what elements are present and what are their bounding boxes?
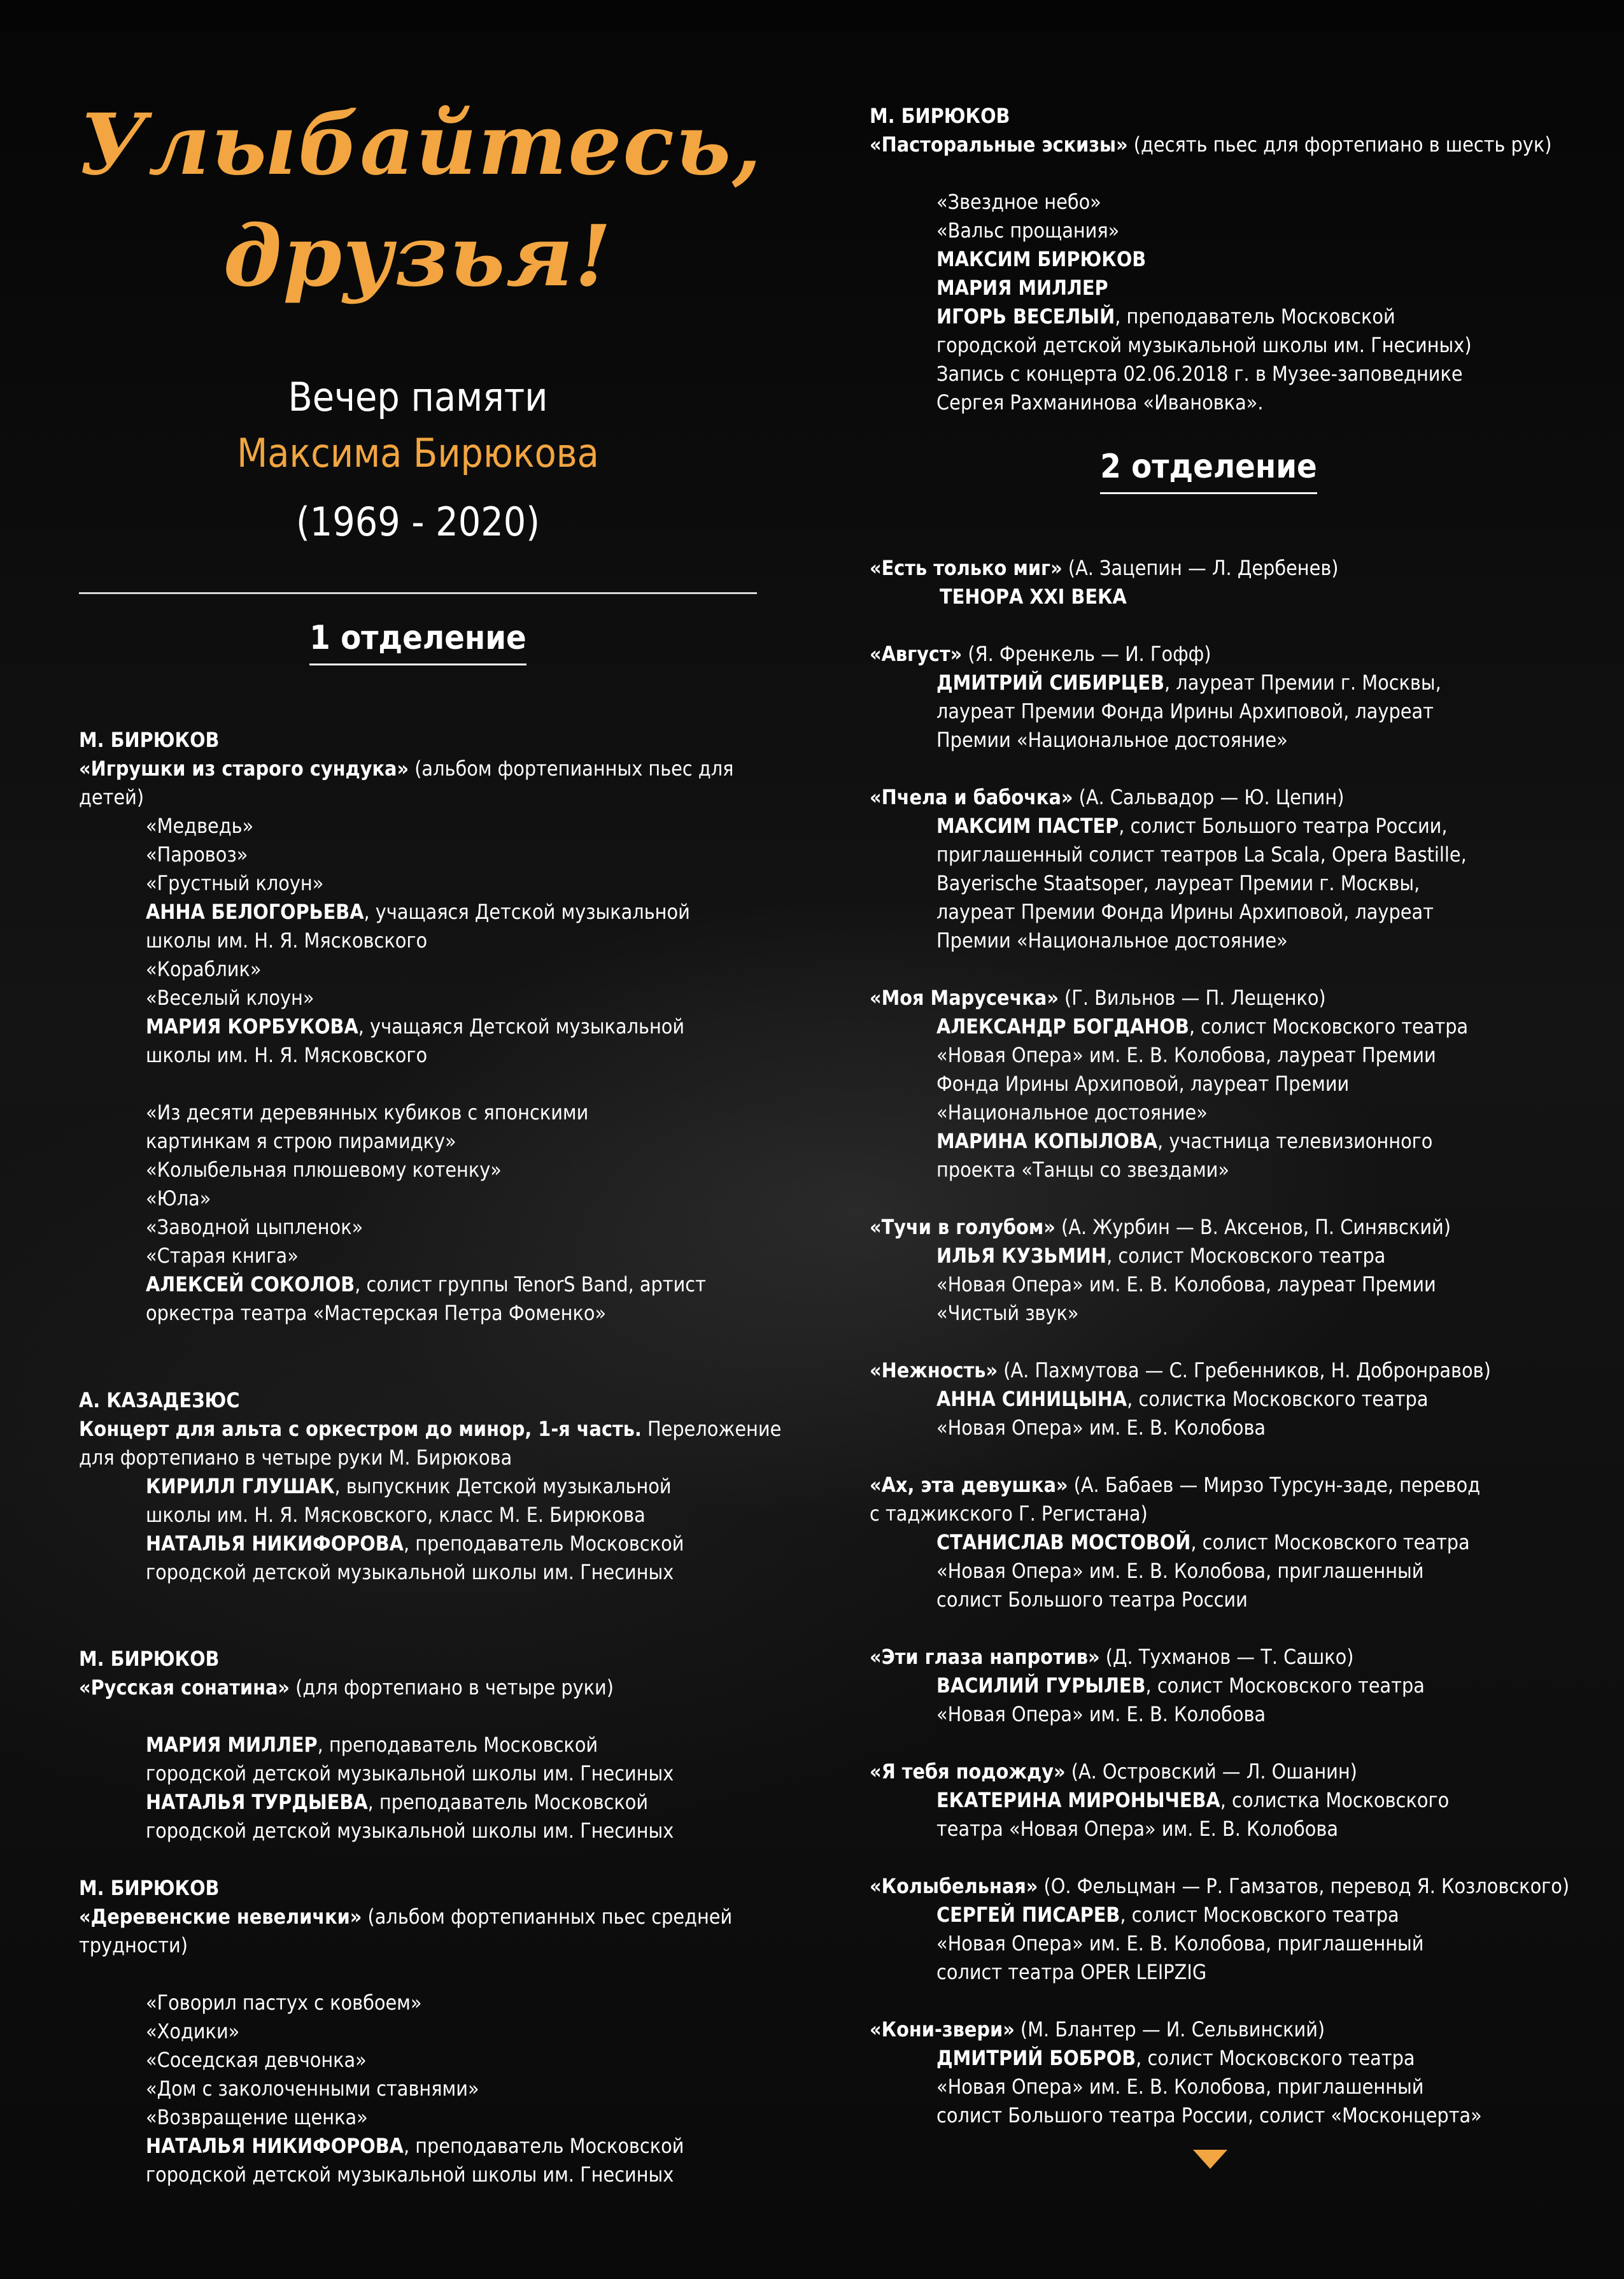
program-line — [936, 331, 1472, 360]
program-line-text: , солистка Московского — [1220, 1788, 1450, 1812]
program-line — [936, 1672, 1425, 1700]
program-line-bold: М. БИРЮКОВ — [79, 1876, 220, 1900]
program-line — [146, 955, 261, 984]
program-line-text: городской детской музыкальной школы им. Гнесиных) — [936, 333, 1472, 357]
program-line — [146, 1098, 588, 1127]
program-line — [79, 1874, 219, 1903]
program-line — [936, 927, 1288, 955]
program-line — [936, 697, 1434, 726]
program-line — [936, 1700, 1266, 1729]
program-line — [936, 388, 1263, 417]
program-line-text: «Соседская девчонка» — [146, 2048, 367, 2072]
program-line-text: «Возвращение щенка» — [146, 2105, 368, 2129]
program-line — [870, 1213, 1451, 1242]
program-line-bold: «Игрушки из старого сундука» — [79, 756, 409, 781]
program-line-text: школы им. Н. Я. Мясковского, класс М. Е. Бирюкова — [146, 1503, 646, 1527]
program-line — [870, 1872, 1569, 1901]
program-line-bold: М. БИРЮКОВ — [79, 728, 220, 752]
program-line-text: картинкам я строю пирамидку» — [146, 1129, 456, 1153]
program-line-text: школы им. Н. Я. Мясковского — [146, 928, 428, 953]
program-line — [79, 783, 144, 812]
program-line — [936, 1815, 1338, 1843]
program-line-text: «Медведь» — [146, 814, 254, 838]
program-line-text: (А. Зацепин — Л. Дербенев) — [1062, 556, 1339, 580]
program-line-text: «Новая Опера» им. Е. В. Колобова, лауреат Премии — [936, 1272, 1436, 1296]
program-line — [79, 755, 733, 783]
program-line-text: , преподаватель Московской — [317, 1733, 598, 1757]
program-line-text: (десять пьес для фортепиано в шесть рук) — [1127, 132, 1552, 157]
program-line-bold: «Пасторальные эскизы» — [870, 132, 1128, 157]
program-line-bold: «Колыбельная» — [870, 1874, 1038, 1898]
section-1-heading — [79, 619, 757, 665]
program-line — [146, 1012, 684, 1041]
program-line-bold: М. БИРЮКОВ — [870, 104, 1010, 128]
program-line-bold: ДМИТРИЙ СИБИРЦЕВ — [936, 671, 1164, 695]
program-line-text: , солист Московского театра — [1136, 2046, 1415, 2070]
subtitle-name: Максима Бирюкова — [237, 430, 599, 476]
program-line-bold: АННА БЕЛОГОРЬЕВА — [146, 900, 364, 924]
program-line — [146, 1731, 598, 1759]
program-line-bold: «Эти глаза напротив» — [870, 1645, 1100, 1669]
program-line-text: «Грустный клоун» — [146, 871, 324, 895]
program-line — [146, 1270, 706, 1299]
program-line-text: , солистка Московского театра — [1127, 1387, 1429, 1411]
program-line-text: Фонда Ирины Архиповой, лауреат Премии — [936, 1072, 1350, 1096]
title-line-1: Улыбайтесь, — [79, 96, 763, 194]
program-line — [146, 1213, 363, 1242]
program-line-bold: ИЛЬЯ КУЗЬМИН — [936, 1244, 1107, 1268]
program-line-text: , преподаватель Московской — [1115, 304, 1395, 329]
program-line — [870, 2015, 1325, 2044]
program-line-text: «Юла» — [146, 1186, 211, 1210]
program-line — [146, 812, 253, 841]
program-line — [936, 2101, 1482, 2130]
program-line — [936, 1929, 1423, 1958]
program-line — [146, 2046, 367, 2075]
program-line-text: «Говорил пастух с ковбоем» — [146, 1991, 422, 2015]
program-line — [936, 1528, 1470, 1557]
program-line-bold: «Ах, эта девушка» — [870, 1473, 1068, 1497]
program-line-text: «Старая книга» — [146, 1244, 299, 1268]
program-line-text: для фортепиано в четыре руки М. Бирюкова — [79, 1445, 512, 1470]
program-line — [870, 783, 1344, 812]
section-1-heading-text: 1 отделение — [309, 619, 526, 665]
program-line — [146, 1184, 211, 1213]
program-line — [936, 1127, 1432, 1156]
program-line — [79, 1415, 781, 1444]
program-line — [146, 984, 314, 1012]
program-line-text: , солист Большого театра России, — [1119, 814, 1448, 838]
program-line-text: Сергея Рахманинова «Ивановка». — [936, 390, 1264, 415]
program-line-text: «Новая Опера» им. Е. В. Колобова, приглашенный — [936, 1559, 1424, 1583]
program-line-bold: СЕРГЕЙ ПИСАРЕВ — [936, 1903, 1120, 1927]
program-line-bold: КИРИЛЛ ГЛУШАК — [146, 1474, 335, 1498]
subtitle-evening: Вечер памяти — [288, 374, 548, 420]
program-line-text: , учащаяся Детской музыкальной — [364, 900, 690, 924]
program-line-text: (А. Бабаев — Мирзо Турсун-заде, перевод — [1068, 1473, 1481, 1497]
program-line-bold: АННА СИНИЦЫНА — [936, 1387, 1127, 1411]
program-line-text: , солист Московского театра — [1120, 1903, 1399, 1927]
program-line — [936, 869, 1420, 898]
program-line — [936, 1586, 1248, 1614]
program-line — [79, 1645, 219, 1673]
program-line-text: «Новая Опера» им. Е. В. Колобова — [936, 1702, 1266, 1726]
program-line-bold: «Моя Марусечка» — [870, 986, 1059, 1010]
program-line-bold: МАРИНА КОПЫЛОВА — [936, 1129, 1158, 1153]
program-line-text: , преподаватель Московской — [367, 1790, 649, 1814]
program-line-text: солист Большого театра России — [936, 1587, 1248, 1612]
program-line-bold: «Кони-звери» — [870, 2017, 1015, 2041]
program-line-text: , солист Московского театра — [1106, 1244, 1386, 1268]
program-line-bold: «Нежность» — [870, 1358, 998, 1382]
program-line-text: городской детской музыкальной школы им. Гнесиных — [146, 1761, 674, 1786]
program-line-text: (А. Островский — Л. Ошанин) — [1065, 1759, 1357, 1784]
program-line — [936, 1156, 1229, 1184]
program-line-text: «Заводной цыпленок» — [146, 1215, 364, 1239]
program-line — [870, 640, 1211, 669]
program-line — [936, 1385, 1428, 1414]
program-line — [79, 726, 219, 755]
program-line — [146, 898, 690, 927]
program-line — [146, 2103, 368, 2132]
program-line — [940, 583, 1127, 611]
program-line-bold: «Тучи в голубом» — [870, 1215, 1056, 1239]
program-line-bold: МАКСИМ ПАСТЕР — [936, 814, 1119, 838]
program-line-text: (А. Журбин — В. Аксенов, П. Синявский) — [1055, 1215, 1451, 1239]
program-line-bold: А. КАЗАДЕЗЮС — [79, 1388, 240, 1412]
program-line-text: «Чистый звук» — [936, 1301, 1079, 1325]
program-line-bold: «Пчела и бабочка» — [870, 785, 1073, 809]
program-line-text: (А. Пахмутова — С. Гребенников, Н. Добронравов) — [998, 1358, 1491, 1382]
program-line — [146, 2075, 479, 2103]
program-line — [936, 1958, 1206, 1987]
program-line-text: , учащаяся Детской музыкальной — [358, 1014, 685, 1039]
program-line-bold: НАТАЛЬЯ НИКИФОРОВА — [146, 1531, 404, 1556]
program-line-text: (М. Блантер — И. Сельвинский) — [1014, 2017, 1325, 2041]
program-line — [936, 1786, 1449, 1815]
program-line-text: , солист Московского театра — [1189, 1014, 1469, 1039]
program-line-text: театра «Новая Опера» им. Е. В. Колобова — [936, 1817, 1338, 1841]
program-line-text: «Из десяти деревянных кубиков с японскими — [146, 1100, 589, 1125]
program-line — [936, 1299, 1079, 1328]
program-line-bold: «Август» — [870, 642, 963, 666]
poster-title — [79, 89, 763, 312]
program-line-bold: МАРИЯ МИЛЛЕР — [146, 1733, 318, 1757]
program-line — [936, 188, 1101, 217]
program-line-text: , солист группы TenorS Band, артист — [355, 1272, 706, 1296]
program-line — [146, 1242, 299, 1270]
program-line-text: , солист Московского театра — [1190, 1530, 1470, 1554]
program-line — [79, 1444, 512, 1472]
program-line — [936, 841, 1467, 869]
program-line — [870, 1356, 1491, 1385]
program-line — [146, 1127, 456, 1156]
program-line — [936, 1242, 1385, 1270]
program-line-text: (Д. Тухманов — Т. Сашко) — [1099, 1645, 1354, 1669]
program-line — [936, 1041, 1436, 1070]
program-line — [936, 726, 1288, 755]
program-line-bold: СТАНИСЛАВ МОСТОВОЙ — [936, 1530, 1191, 1554]
program-line — [870, 1500, 1148, 1528]
program-line — [146, 841, 248, 869]
program-line-bold: МАРИЯ КОРБУКОВА — [146, 1014, 358, 1039]
program-line-text: , солист Московского театра — [1145, 1673, 1425, 1698]
program-line — [870, 1471, 1480, 1500]
program-line-text: «Колыбельная плюшевому котенку» — [146, 1158, 502, 1182]
program-line — [936, 1098, 1208, 1127]
program-line — [936, 302, 1395, 331]
program-line-bold: ИГОРЬ ВЕСЕЛЫЙ — [936, 304, 1115, 329]
section-2-heading — [870, 448, 1548, 494]
program-line — [870, 102, 1010, 131]
program-line-bold: Концерт для альта с оркестром до минор, 1-я часть. — [79, 1417, 642, 1441]
program-line-text: (Я. Френкель — И. Гофф) — [962, 642, 1211, 666]
program-line-text: Переложение — [641, 1417, 782, 1441]
next-page-arrow-icon[interactable] — [1193, 2150, 1227, 2169]
program-line — [936, 1012, 1468, 1041]
program-line-text: трудности) — [79, 1933, 188, 1957]
program-line-text: Премии «Национальное достояние» — [936, 728, 1288, 752]
program-line — [870, 984, 1326, 1012]
program-line-text: оркестра театра «Мастерская Петра Фоменко» — [146, 1301, 607, 1325]
program-line-bold: ВАСИЛИЙ ГУРЫЛЕВ — [936, 1673, 1146, 1698]
program-line-text: «Вальс прощания» — [936, 218, 1120, 243]
program-line — [146, 1530, 684, 1558]
program-line-bold: АЛЕКСЕЙ СОКОЛОВ — [146, 1272, 355, 1296]
program-line — [936, 1414, 1266, 1442]
program-line — [870, 554, 1339, 583]
program-line — [79, 1673, 614, 1702]
program-line — [146, 1156, 502, 1184]
program-line-text: «Новая Опера» им. Е. В. Колобова, приглашенный — [936, 1931, 1424, 1956]
program-line-text: «Ходики» — [146, 2019, 240, 2043]
program-line-bold: М. БИРЮКОВ — [79, 1647, 220, 1671]
program-line — [936, 1901, 1399, 1929]
program-line-text: Премии «Национальное достояние» — [936, 928, 1288, 953]
program-line-text: лауреат Премии Фонда Ирины Архиповой, лауреат — [936, 900, 1434, 924]
program-line — [870, 1643, 1353, 1672]
program-line — [936, 1270, 1436, 1299]
program-line-text: проекта «Танцы со звездами» — [936, 1158, 1229, 1182]
program-line-text: приглашенный солист театров La Scala, Opera Bastille, — [936, 842, 1467, 867]
program-line-text: солист Большого театра России, солист «Москонцерта» — [936, 2103, 1482, 2127]
program-line-text: детей) — [79, 785, 145, 809]
program-line-text: «Дом с заколоченными ставнями» — [146, 2077, 479, 2101]
program-line — [146, 1299, 606, 1328]
program-line-text: «Новая Опера» им. Е. В. Колобова, приглашенный — [936, 2075, 1424, 2099]
program-line — [146, 927, 427, 955]
program-line-bold: НАТАЛЬЯ НИКИФОРОВА — [146, 2134, 404, 2158]
program-line-bold: МАРИЯ МИЛЛЕР — [936, 276, 1108, 300]
program-line — [146, 1501, 646, 1530]
program-line — [936, 1557, 1423, 1586]
program-line-text: Bayerische Staatsoper, лауреат Премии г. Москвы, — [936, 871, 1420, 895]
program-line-text: , преподаватель Московской — [403, 1531, 684, 1556]
program-line-text: солист театра OPER LEIPZIG — [936, 1960, 1207, 1984]
program-line-text: «Веселый клоун» — [146, 986, 314, 1010]
program-line-text: «Кораблик» — [146, 957, 262, 981]
program-line — [936, 360, 1463, 388]
header-divider — [79, 592, 757, 594]
program-line-text: , лауреат Премии г. Москвы, — [1164, 671, 1441, 695]
program-line — [936, 669, 1441, 697]
program-line — [870, 131, 1551, 159]
program-line — [79, 1931, 188, 1960]
program-line-text: лауреат Премии Фонда Ирины Архиповой, лауреат — [936, 699, 1434, 723]
program-line — [936, 812, 1448, 841]
program-line — [146, 1558, 674, 1587]
program-line-text: (Г. Вильнов — П. Лещенко) — [1058, 986, 1326, 1010]
program-line — [79, 1386, 239, 1415]
subtitle-years: (1969 - 2020) — [296, 499, 540, 545]
program-line-text: , участница телевизионного — [1157, 1129, 1433, 1153]
program-line — [936, 898, 1434, 927]
program-line-text: «Звездное небо» — [936, 190, 1101, 214]
program-line-bold: ТЕНОРА XXI ВЕКА — [940, 585, 1127, 609]
program-line-text: «Новая Опера» им. Е. В. Колобова — [936, 1416, 1266, 1440]
program-line-text: «Паровоз» — [146, 842, 248, 867]
program-line-text: «Национальное достояние» — [936, 1100, 1208, 1125]
section-2-heading-text: 2 отделение — [1100, 448, 1317, 494]
program-line-text: (для фортепиано в четыре руки) — [289, 1675, 614, 1700]
program-line-bold: «Я тебя подожду» — [870, 1759, 1066, 1784]
program-line — [146, 2132, 684, 2161]
program-line-text: , преподаватель Московской — [403, 2134, 684, 2158]
program-line — [936, 245, 1146, 274]
program-line — [146, 1788, 648, 1817]
program-line — [146, 1817, 674, 1845]
program-line — [146, 1759, 674, 1788]
program-line-text: школы им. Н. Я. Мясковского — [146, 1043, 428, 1067]
program-line-bold: ДМИТРИЙ БОБРОВ — [936, 2046, 1136, 2070]
program-line-text: Запись с концерта 02.06.2018 г. в Музее-заповеднике — [936, 362, 1463, 386]
program-line-bold: «Есть только миг» — [870, 556, 1063, 580]
program-line-text: (альбом фортепианных пьес средней — [362, 1905, 733, 1929]
program-line — [146, 869, 323, 898]
program-line — [146, 1989, 422, 2017]
program-line-bold: МАКСИМ БИРЮКОВ — [936, 247, 1147, 271]
program-line — [146, 1472, 672, 1501]
program-line — [870, 1757, 1357, 1786]
program-line — [936, 1070, 1349, 1098]
program-line-bold: НАТАЛЬЯ ТУРДЫЕВА — [146, 1790, 368, 1814]
program-line — [146, 1041, 427, 1070]
program-line-text: городской детской музыкальной школы им. Гнесиных — [146, 2162, 674, 2187]
program-line — [936, 217, 1119, 245]
program-line — [79, 1903, 732, 1931]
program-line-text: городской детской музыкальной школы им. Гнесиных — [146, 1819, 674, 1843]
program-line-text: «Новая Опера» им. Е. В. Колобова, лауреат Премии — [936, 1043, 1436, 1067]
program-line-text: с таджикского Г. Регистана) — [870, 1502, 1148, 1526]
title-line-2: друзья! — [223, 207, 613, 306]
program-line — [936, 2044, 1415, 2073]
program-line-text: (О. Фельцман — Р. Гамзатов, перевод Я. Козловского) — [1038, 1874, 1570, 1898]
program-line — [936, 2073, 1423, 2101]
program-line — [146, 2017, 239, 2046]
program-line-bold: АЛЕКСАНДР БОГДАНОВ — [936, 1014, 1189, 1039]
program-line-bold: ЕКАТЕРИНА МИРОНЫЧЕВА — [936, 1788, 1220, 1812]
program-line-text: , выпускник Детской музыкальной — [334, 1474, 672, 1498]
program-line-text: (А. Сальвадор — Ю. Цепин) — [1073, 785, 1345, 809]
program-line-bold: «Деревенские невелички» — [79, 1905, 362, 1929]
program-line-text: городской детской музыкальной школы им. Гнесиных — [146, 1560, 674, 1584]
program-line-text: (альбом фортепианных пьес для — [409, 756, 734, 781]
program-line — [936, 274, 1108, 302]
program-line — [146, 2161, 674, 2189]
program-line-bold: «Русская сонатина» — [79, 1675, 290, 1700]
